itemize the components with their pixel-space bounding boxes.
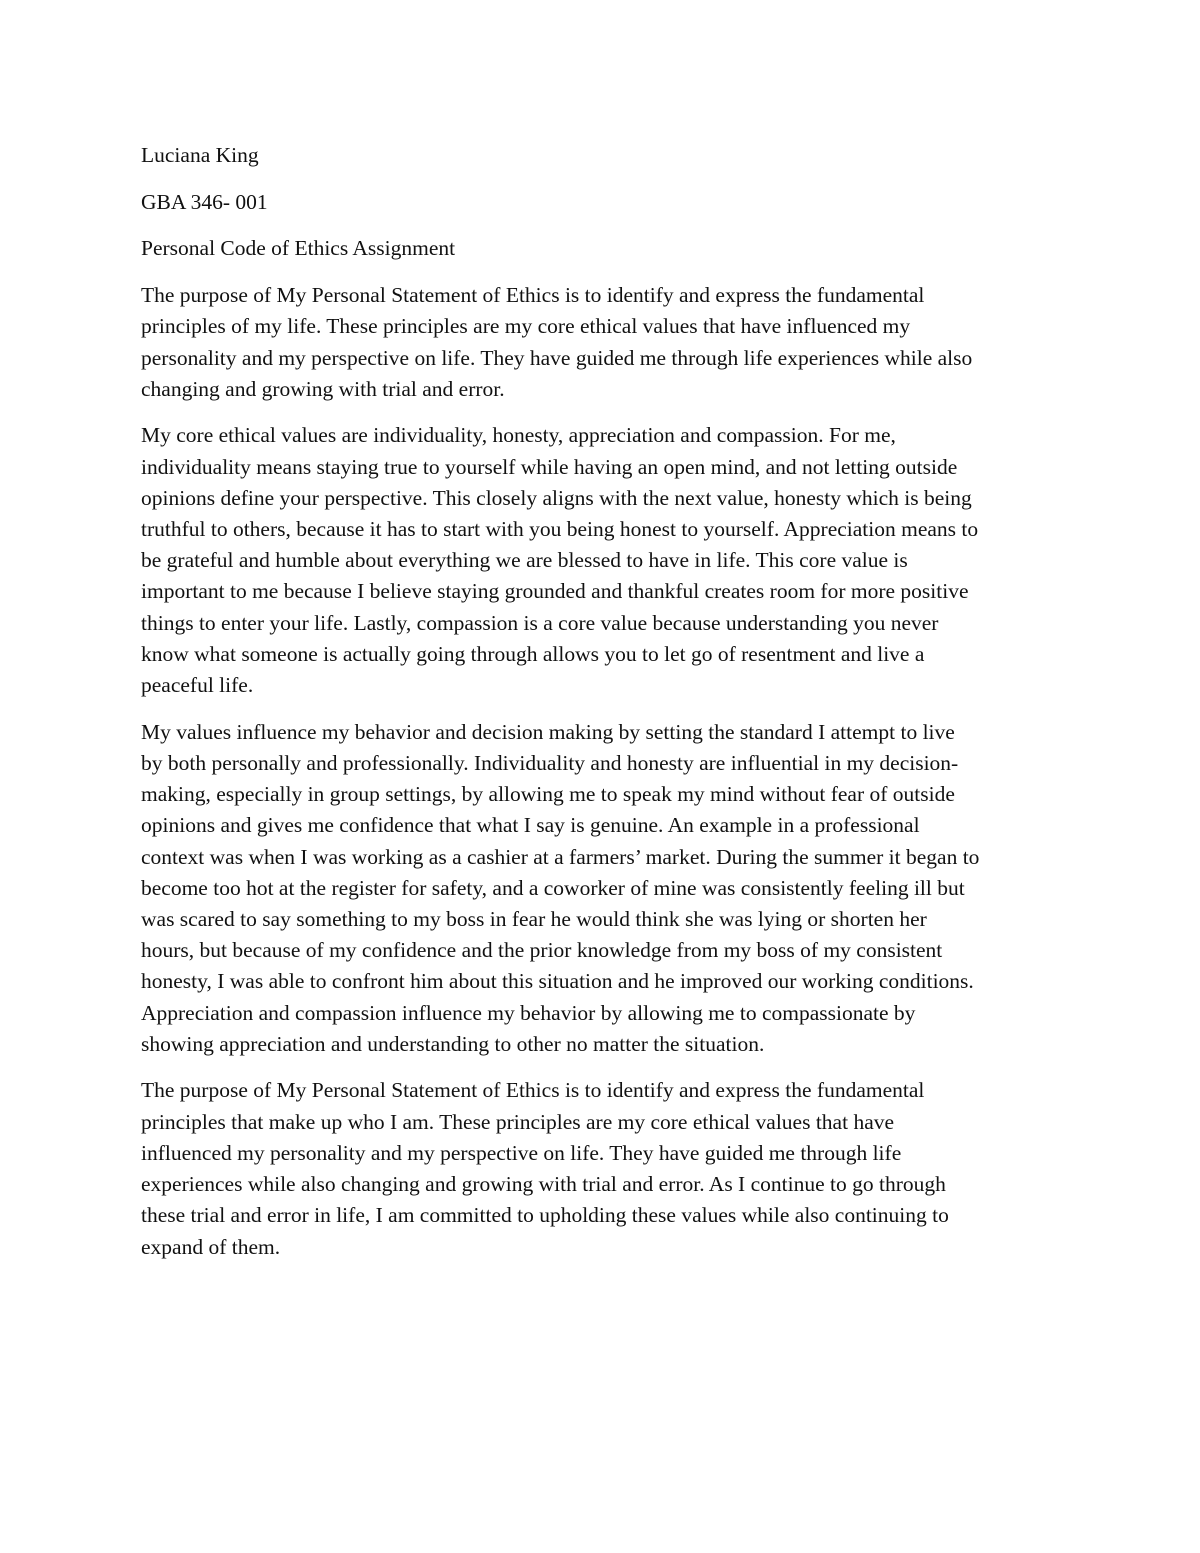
body-paragraph bbox=[141, 420, 1062, 701]
paragraph-line: know what someone is actually going through allows you to let go of resentment and live a bbox=[141, 641, 925, 666]
paragraph-line: Appreciation and compassion influence my behavior by allowing me to compassionate by bbox=[141, 1000, 916, 1025]
paragraph-line: expand of them. bbox=[141, 1234, 281, 1259]
paragraph-line: making, especially in group settings, by allowing me to speak my mind without fear of outside bbox=[141, 782, 955, 807]
paragraph-line: opinions and gives me confidence that what I say is genuine. An example in a professional bbox=[141, 813, 920, 838]
paragraph-line: honesty, I was able to confront him about this situation and he improved our working conditions. bbox=[141, 969, 974, 994]
paragraph-line: My core ethical values are individuality, honesty, appreciation and compassion. For me, bbox=[141, 423, 896, 448]
paragraph-line: become too hot at the register for safety, and a coworker of mine was consistently feeling ill but bbox=[141, 875, 965, 900]
paragraph-line: peaceful life. bbox=[141, 673, 254, 698]
paragraph-line: hours, but because of my confidence and the prior knowledge from my boss of my consistent bbox=[141, 938, 943, 963]
paragraph-line: The purpose of My Personal Statement of Ethics is to identify and express the fundamental bbox=[141, 283, 925, 308]
paragraph-line: individuality means staying true to yourself while having an open mind, and not letting outside bbox=[141, 454, 958, 479]
body-paragraph bbox=[141, 717, 1062, 1060]
course-code: GBA 346- 001 bbox=[141, 189, 268, 214]
paragraph-line: things to enter your life. Lastly, compassion is a core value because understanding you never bbox=[141, 610, 939, 635]
paragraph-line: be grateful and humble about everything we are blessed to have in life. This core value is bbox=[141, 548, 908, 573]
document-body bbox=[141, 280, 1062, 1263]
assignment-title: Personal Code of Ethics Assignment bbox=[141, 236, 456, 261]
paragraph-line: important to me because I believe staying grounded and thankful creates room for more positive bbox=[141, 579, 969, 604]
paragraph-line: truthful to others, because it has to start with you being honest to yourself. Appreciation means to bbox=[141, 517, 979, 542]
paragraph-line: experiences while also changing and growing with trial and error. As I continue to go through bbox=[141, 1172, 946, 1197]
body-paragraph bbox=[141, 1075, 1062, 1262]
body-paragraph bbox=[141, 280, 1062, 405]
paragraph-line: principles of my life. These principles are my core ethical values that have influenced my bbox=[141, 314, 911, 339]
paragraph-line: these trial and error in life, I am committed to upholding these values while also continuing to bbox=[141, 1203, 949, 1228]
paragraph-line: personality and my perspective on life. They have guided me through life experiences while also bbox=[141, 345, 973, 370]
paragraph-line: influenced my personality and my perspective on life. They have guided me through life bbox=[141, 1140, 902, 1165]
paragraph-line: opinions define your perspective. This closely aligns with the next value, honesty which is being bbox=[141, 485, 972, 510]
paragraph-line: The purpose of My Personal Statement of Ethics is to identify and express the fundamental bbox=[141, 1078, 925, 1103]
paragraph-line: was scared to say something to my boss in fear he would think she was lying or shorten her bbox=[141, 906, 927, 931]
paragraph-line: showing appreciation and understanding to other no matter the situation. bbox=[141, 1031, 765, 1056]
paragraph-line: by both personally and professionally. Individuality and honesty are influential in my decision- bbox=[141, 750, 959, 775]
author-name: Luciana King bbox=[141, 143, 259, 167]
paragraph-line: context was when I was working as a cashier at a farmers’ market. During the summer it began to bbox=[141, 844, 980, 869]
paragraph-line: changing and growing with trial and error. bbox=[141, 376, 505, 401]
paragraph-line: principles that make up who I am. These principles are my core ethical values that have bbox=[141, 1109, 895, 1134]
paragraph-line: My values influence my behavior and decision making by setting the standard I attempt to live bbox=[141, 719, 955, 744]
